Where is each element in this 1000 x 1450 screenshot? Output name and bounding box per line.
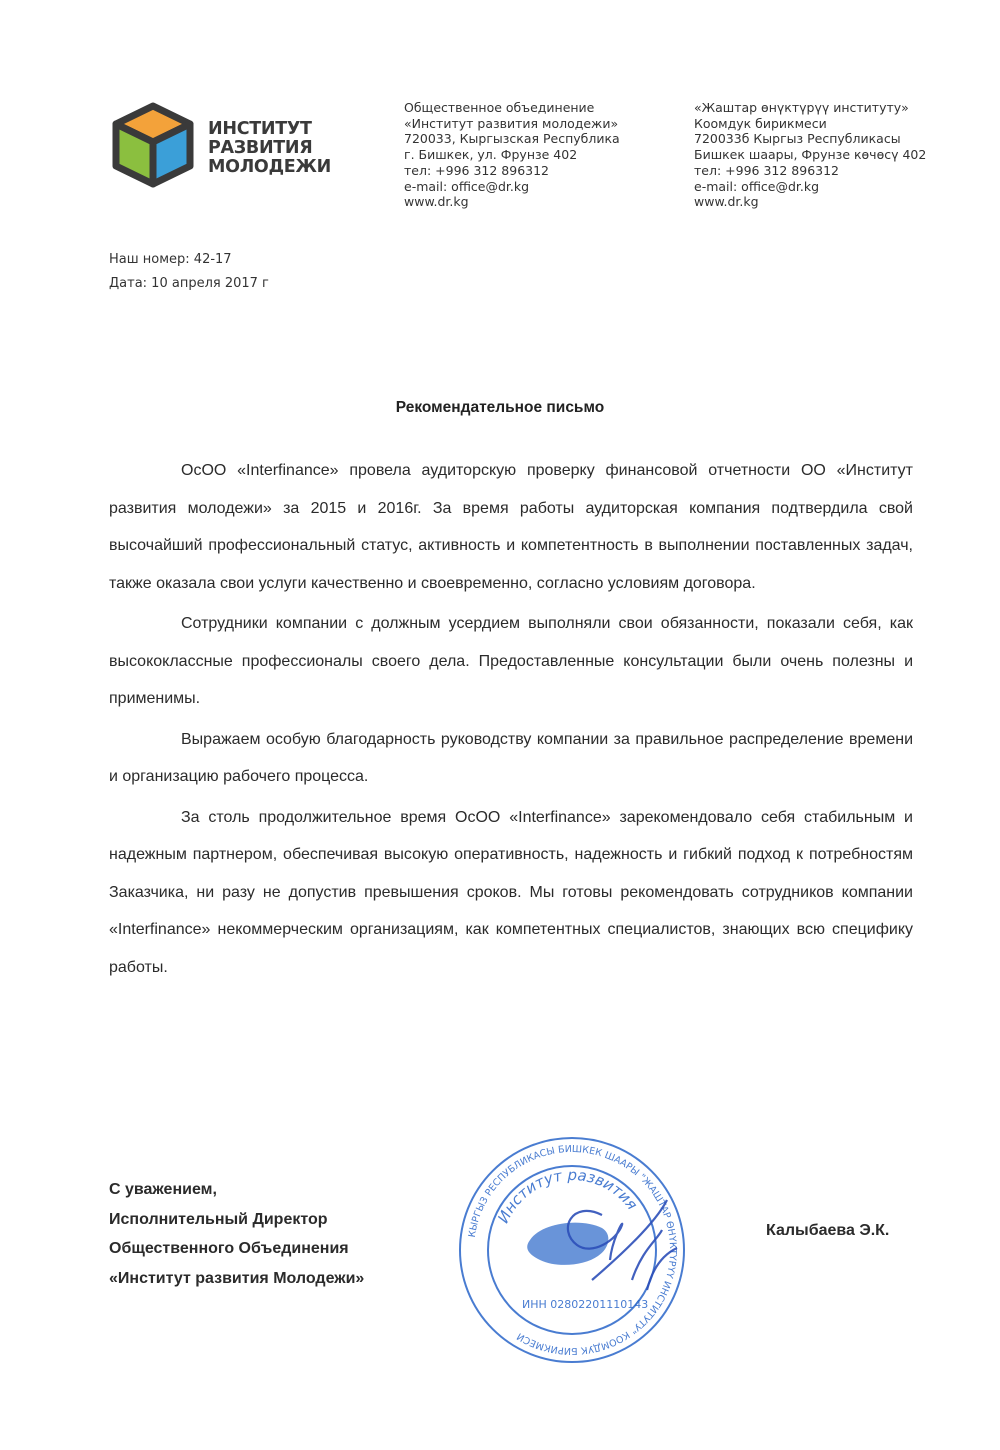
letter-number: Наш номер: 42-17 [109, 252, 232, 267]
address-line: Общественное объединение [404, 100, 595, 115]
letter-body [109, 452, 913, 986]
address-line: Коомдук бирикмеси [694, 115, 827, 131]
address-block-russian [404, 100, 620, 210]
stamp-ring-text: КЫРГЫЗ РЕСПУБЛИКАСЫ БИШКЕК ШААРЫ "ЖАШТАР ӨНҮКТҮРҮҮ ИНСТИТУТУ" КООМДУК БИРИКМЕСИ [466, 1143, 679, 1357]
email-line: e-mail: office@dr.kg [404, 178, 530, 194]
logo-line-1: ИНСТИТУТ [208, 119, 312, 139]
logo-line-2: РАЗВИТИЯ [208, 138, 313, 158]
body-paragraph: За столь продолжительное время ОсОО «Interfinance» зарекомендовало себя стабильным и надежным партнером, обеспечивая высокую оперативность, надежность и гибкий подход к потребностям Заказчика, ни разу не допустив превышения сроков. Мы готовы рекомендовать сотрудников компании «Interfinance» некоммерческим организациям, как компетентных специалистов, знающих всю специфику работы. [109, 808, 913, 976]
organization-stamp [452, 1130, 692, 1370]
closing-greeting: С уважением, [109, 1181, 217, 1198]
svg-text:Институт развития [494, 1166, 641, 1226]
stamp-inn-text: ИНН 02802201110143 [522, 1298, 649, 1311]
logo-line-3: МОЛОДЕЖИ [208, 157, 331, 177]
logo-wordmark [208, 120, 331, 177]
cube-logo-icon [108, 100, 198, 190]
closing-position: Исполнительный Директор [109, 1210, 328, 1228]
letter-title: Рекомендательное письмо [395, 399, 605, 416]
organization-logo [108, 100, 331, 190]
stamp-center-text: Институт развития [494, 1165, 642, 1226]
address-line: 720033б Кыргыз Республикасы [694, 131, 901, 147]
phone-line: тел: +996 312 896312 [404, 162, 550, 178]
letter-date: Дата: 10 апреля 2017 г [109, 276, 269, 291]
address-line: «Жаштар өнүктүрүү институту» [694, 100, 909, 115]
address-line: г. Бишкек, ул. Фрунзе 402 [404, 147, 578, 163]
phone-line: тел: +996 312 896312 [694, 162, 840, 178]
website-line: www.dr.kg [694, 194, 759, 210]
address-block-kyrgyz [694, 100, 926, 210]
address-line: «Институт развития молодежи» [404, 115, 619, 131]
body-paragraph: Сотрудники компании с должным усердием выполняли свои обязанности, показали себя, как высококлассные профессионалы своего дела. Предоставленные консультации были очень полезны и применимы. [109, 615, 913, 707]
closing-org-line: Общественного Объединения [109, 1240, 349, 1257]
signer-name: Калыбаева Э.К. [766, 1222, 890, 1239]
round-seal-icon [452, 1130, 692, 1370]
letter-meta [109, 248, 269, 296]
closing-org-name: «Институт развития Молодежи» [109, 1269, 365, 1287]
website-line: www.dr.kg [404, 194, 469, 210]
address-line: Бишкек шаары, Фрунзе көчөсү 402 [694, 147, 927, 163]
body-paragraph: Выражаем особую благодарность руководству компании за правильное распределение времени и организацию рабочего процесса. [109, 730, 913, 785]
closing-block [109, 1175, 364, 1293]
address-line: 720033, Кыргызская Республика [404, 131, 620, 147]
email-line: e-mail: office@dr.kg [694, 178, 820, 194]
body-paragraph: ОсОО «Interfinance» провела аудиторскую проверку финансовой отчетности ОО «Институт развития молодежи» за 2015 и 2016г. За время работы аудиторская компания подтвердила свой высочайший профессиональный статус, активность и компетентность в выполнении поставленных задач, также оказала свои услуги качественно и своевременно, согласно условиям договора. [109, 462, 913, 592]
